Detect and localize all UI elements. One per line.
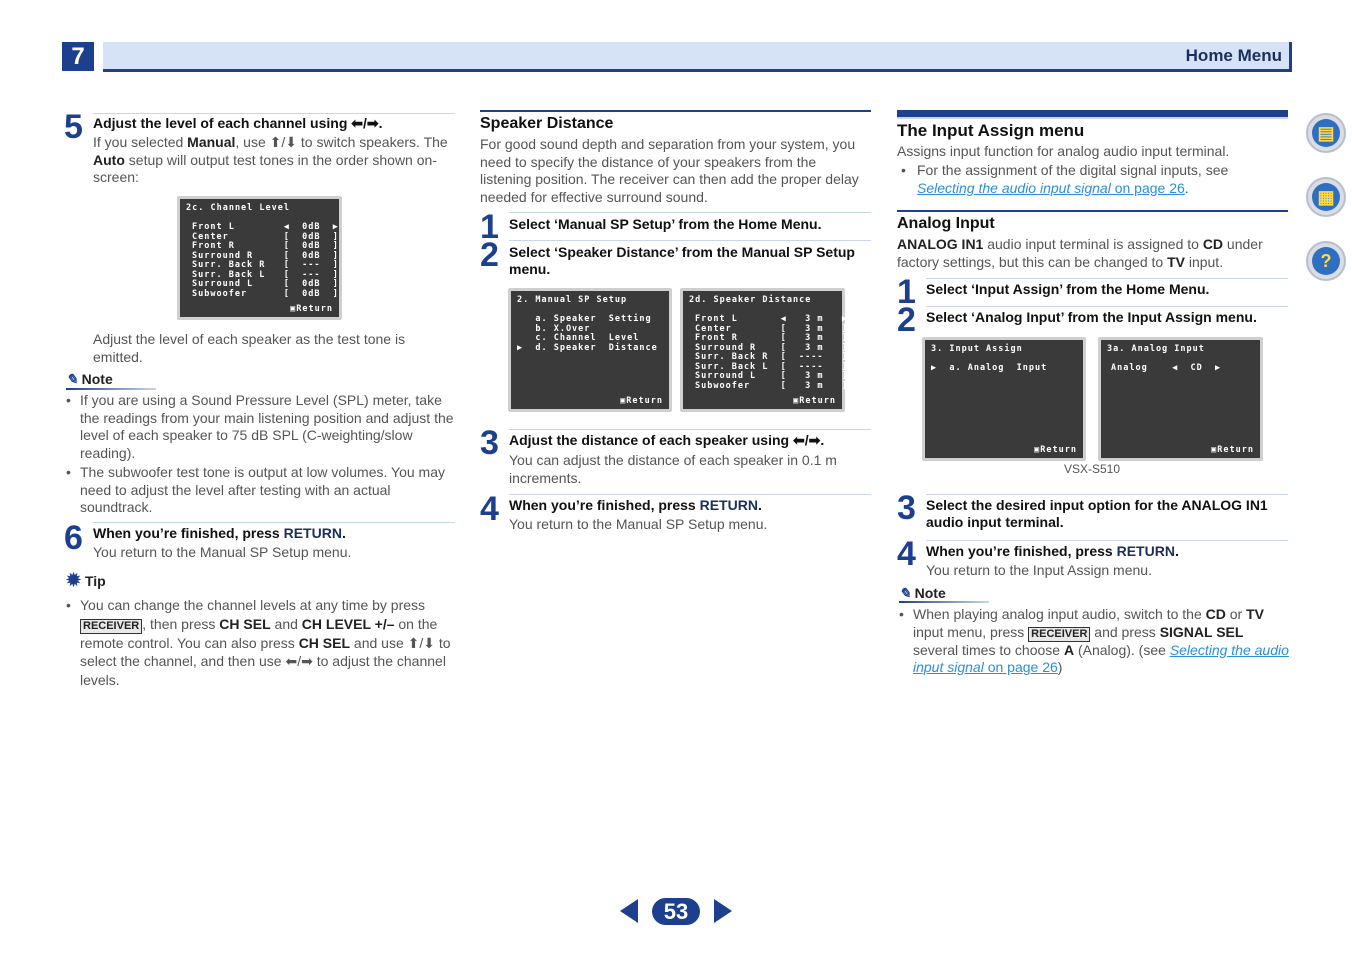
- osd-title: 3. Input Assign: [931, 344, 1023, 354]
- note-heading: ✎ Note: [66, 371, 113, 387]
- osd-return: ▣Return: [620, 396, 663, 406]
- step-title: When you’re finished, press RETURN.: [93, 525, 346, 541]
- link-selecting-audio-input[interactable]: Selecting the audio input signal: [913, 641, 1289, 675]
- step-number: 4: [480, 490, 499, 528]
- note-text: • When playing analog input audio, switch to the CD or TV input menu, press RECEIVER and press SIGNAL SEL several times to choose A (Analog). (see Selecting the audio input signal on page 26): [899, 606, 1289, 675]
- osd-lines: Front L ◀ 3 m ▶ Center [ 3 m ] Front R [ 3 m ] Surround R [ 3 m ] Surr. Back R [ ---- ] Surr. Back L [ ---- ] Surround L [ 3 m ] Subwoofer [ 3 m ]: [695, 314, 848, 391]
- divider: [509, 494, 871, 495]
- section-intro: Assigns input function for analog audio input terminal.: [897, 143, 1230, 159]
- divider: [926, 494, 1288, 495]
- step-body: If you selected Manual, use ⬆/⬇ to switch speakers. The Auto setup will output test tones in the order shown on-screen:: [93, 134, 448, 185]
- subsection-rule: [897, 210, 1288, 212]
- step-body: You return to the Input Assign menu.: [926, 562, 1152, 578]
- osd-return: ▣Return: [290, 304, 333, 314]
- divider: [926, 540, 1288, 541]
- osd-lines: Analog ◀ CD ▶: [1111, 363, 1222, 373]
- subsection-body: ANALOG IN1 audio input terminal is assigned to CD under factory settings, but this can be changed to TV input.: [897, 236, 1263, 270]
- step-number: 1: [897, 273, 916, 311]
- step-title: Adjust the level of each channel using ⬅/➡.: [93, 115, 383, 131]
- step-number: 2: [897, 301, 916, 339]
- prev-page-icon[interactable]: [620, 899, 638, 923]
- note-underline: [899, 601, 989, 603]
- osd-title: 3a. Analog Input: [1107, 344, 1205, 354]
- help-icon[interactable]: ?: [1306, 241, 1346, 281]
- step-title: Select ‘Speaker Distance’ from the Manual SP Setup menu.: [509, 244, 855, 277]
- divider: [93, 522, 455, 523]
- pencil-icon: ✎: [899, 585, 911, 601]
- header-band: [103, 42, 1292, 72]
- step-body: You can adjust the distance of each speaker in 0.1 m increments.: [509, 452, 837, 486]
- divider: [509, 212, 871, 213]
- tip-heading: ✹ Tip: [66, 570, 106, 590]
- note-list: • If you are using a Sound Pressure Level (SPL) meter, take the readings from your main listening position and adjust the level of each speaker to 75 dB SPL (C-weighting/slow reading). • The subwoofer test tone is output at low volumes. You may need to adjust the level after testing with an actual soundtrack.: [66, 392, 454, 515]
- section-rule-light: [897, 117, 1288, 119]
- step-number: 6: [64, 519, 83, 557]
- osd-title: 2c. Channel Level: [186, 203, 290, 213]
- note-underline: [66, 388, 156, 390]
- page-title: Home Menu: [1185, 46, 1282, 65]
- step-title: Adjust the distance of each speaker using ⬅/➡.: [509, 432, 825, 448]
- divider: [926, 278, 1288, 279]
- osd-caption: VSX-S510: [1064, 462, 1121, 476]
- after-osd-text: Adjust the level of each speaker as the test tone is emitted.: [93, 331, 406, 365]
- chapter-number: 7: [62, 42, 94, 71]
- section-intro: For good sound depth and separation from your system, you need to specify the distance of your speakers from the listening position. The receiver can then add the proper delay needed for effective surround sound.: [480, 136, 859, 205]
- book-icon[interactable]: ▤: [1306, 113, 1346, 153]
- osd-title: 2. Manual SP Setup: [517, 295, 628, 305]
- step-title: Select the desired input option for the ANALOG IN1 audio input terminal.: [926, 497, 1268, 530]
- osd-lines: a. Speaker Setting b. X.Over c. Channel Level ▶ d. Speaker Distance: [517, 314, 658, 353]
- step-body: You return to the Manual SP Setup menu.: [93, 544, 352, 560]
- osd-return: ▣Return: [793, 396, 836, 406]
- receiver-button-icon: RECEIVER: [80, 619, 142, 634]
- section-title: Speaker Distance: [480, 115, 614, 132]
- divider: [926, 306, 1288, 307]
- remote-icon[interactable]: ▦: [1306, 177, 1346, 217]
- receiver-button-icon: RECEIVER: [1028, 627, 1090, 642]
- step-title: Select ‘Manual SP Setup’ from the Home Menu.: [509, 216, 822, 232]
- link-selecting-audio-input[interactable]: Selecting the audio input signal: [917, 179, 1111, 196]
- page-number: 53: [652, 898, 700, 925]
- gear-icon: ✹: [66, 570, 82, 590]
- step-number: 3: [480, 424, 499, 462]
- section-rule: [480, 110, 871, 112]
- tip-text: • You can change the channel levels at any time by press RECEIVER , then press CH SEL and CH LEVEL +/– on the remote control. You can also press CH SEL and use ⬆/⬇ to select the channel, and then use ⬅/➡ to adjust the channel levels.: [66, 597, 451, 688]
- osd-manual-sp-setup: [508, 288, 672, 412]
- note-heading: ✎ Note: [899, 585, 946, 601]
- step-title: Select ‘Input Assign’ from the Home Menu.: [926, 281, 1210, 297]
- divider: [509, 429, 871, 430]
- osd-analog-input: [1098, 337, 1263, 461]
- subsection-title: Analog Input: [897, 215, 995, 232]
- step-title: When you’re finished, press RETURN.: [509, 497, 762, 513]
- divider: [509, 240, 871, 241]
- step-title: Select ‘Analog Input’ from the Input Assign menu.: [926, 309, 1257, 325]
- divider: [93, 113, 455, 114]
- osd-return: ▣Return: [1034, 445, 1077, 455]
- link-page-26[interactable]: on page 26: [1110, 179, 1185, 196]
- step-number: 3: [897, 489, 916, 527]
- step-number: 2: [480, 236, 499, 274]
- osd-input-assign: [922, 337, 1086, 461]
- step-number: 1: [480, 208, 499, 246]
- step-title: When you’re finished, press RETURN.: [926, 543, 1179, 559]
- step-body: You return to the Manual SP Setup menu.: [509, 516, 768, 532]
- osd-lines: Front L ◀ 0dB ▶ Center [ 0dB ] Front R [ 0dB ] Surround R [ 0dB ] Surr. Back R [ --- ] Surr. Back L [ --- ] Surround L [ 0dB ] Subwoofer [ 0dB ]: [192, 222, 339, 299]
- osd-channel-level: [177, 196, 342, 320]
- osd-lines: ▶ a. Analog Input: [931, 363, 1048, 373]
- next-page-icon[interactable]: [714, 899, 732, 923]
- step-number: 5: [64, 108, 83, 146]
- osd-title: 2d. Speaker Distance: [689, 295, 812, 305]
- osd-speaker-distance: [680, 288, 848, 412]
- section-title: The Input Assign menu: [897, 121, 1085, 140]
- step-number: 4: [897, 535, 916, 573]
- bullet-item: • For the assignment of the digital signal inputs, see Selecting the audio input signal on page 26.: [901, 162, 1229, 196]
- link-page-26[interactable]: on page 26: [983, 659, 1058, 675]
- pencil-icon: ✎: [66, 371, 78, 387]
- section-rule: [897, 110, 1288, 117]
- osd-return: ▣Return: [1211, 445, 1254, 455]
